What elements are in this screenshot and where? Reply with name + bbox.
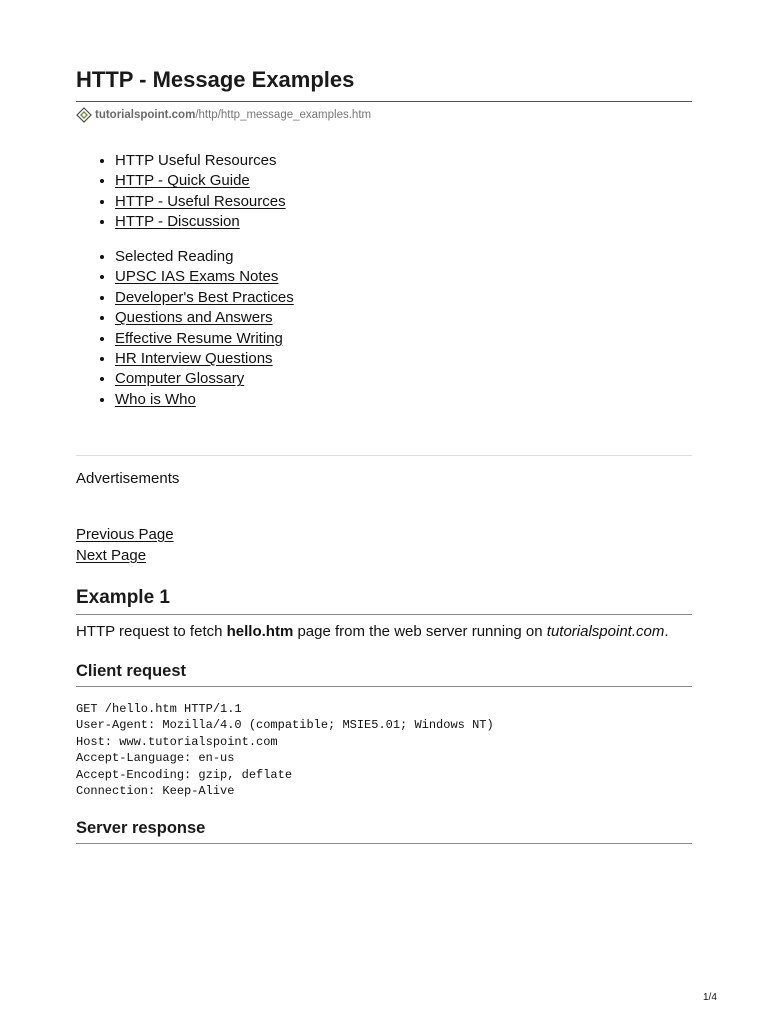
client-request-heading: Client request: [76, 662, 187, 680]
source-path: /http/http_message_examples.htm: [195, 109, 372, 121]
code-line: Connection: Keep-Alive: [76, 784, 235, 799]
list-item: [115, 369, 294, 389]
advertisement-divider: [76, 455, 692, 456]
http-quick-guide-link[interactable]: HTTP - Quick Guide: [115, 172, 250, 190]
client-request-code: [76, 701, 494, 799]
list-item: [115, 247, 294, 267]
intro-domain: tutorialspoint.com: [546, 623, 665, 640]
resources-heading: HTTP Useful Resources: [115, 152, 277, 169]
tutorialspoint-logo-icon: [76, 107, 92, 123]
example-heading: Example 1: [76, 587, 170, 608]
intro-text-start: HTTP request to fetch: [76, 623, 227, 640]
list-item: [115, 349, 294, 369]
code-line: Host: www.tutorialspoint.com: [76, 734, 278, 749]
developers-best-practices-link[interactable]: Developer's Best Practices: [115, 288, 294, 306]
hr-interview-link[interactable]: HR Interview Questions: [115, 350, 273, 368]
resources-list: [76, 151, 286, 233]
upsc-ias-notes-link[interactable]: UPSC IAS Exams Notes: [115, 268, 279, 286]
source-url[interactable]: [76, 106, 371, 124]
advertisements-label: Advertisements: [76, 470, 180, 487]
page-title: HTTP - Message Examples: [76, 67, 355, 92]
list-item: [115, 171, 286, 191]
code-line: GET /hello.htm HTTP/1.1: [76, 702, 242, 716]
http-useful-resources-link[interactable]: HTTP - Useful Resources: [115, 192, 286, 210]
server-response-heading: Server response: [76, 819, 206, 837]
client-request-divider: [76, 686, 692, 687]
questions-answers-link[interactable]: Questions and Answers: [115, 309, 273, 327]
selected-reading-list: [76, 247, 294, 410]
code-line: Accept-Language: en-us: [76, 751, 235, 766]
page-number: 1/4: [703, 992, 717, 1003]
who-is-who-link[interactable]: Who is Who: [115, 390, 196, 408]
code-line: Accept-Encoding: gzip, deflate: [76, 767, 293, 782]
list-item: [115, 288, 294, 308]
source-domain: tutorialspoint.com: [95, 109, 196, 121]
previous-page-link[interactable]: Previous Page: [76, 526, 174, 543]
server-response-divider: [76, 843, 692, 844]
code-line: User-Agent: Mozilla/4.0 (compatible; MSIE5.01; Windows NT): [76, 718, 494, 733]
intro-text-end: .: [664, 623, 669, 640]
list-item: [115, 308, 294, 328]
list-item: [115, 267, 294, 287]
computer-glossary-link[interactable]: Computer Glossary: [115, 370, 245, 388]
list-item: [115, 390, 294, 410]
resume-writing-link[interactable]: Effective Resume Writing: [115, 329, 283, 347]
list-item: [115, 212, 286, 232]
intro-filename: hello.htm: [226, 623, 294, 640]
intro-text-middle: page from the web server running on: [293, 623, 547, 640]
next-page-link[interactable]: Next Page: [76, 547, 147, 564]
http-discussion-link[interactable]: HTTP - Discussion: [115, 213, 240, 231]
selected-reading-heading: Selected Reading: [115, 248, 234, 265]
list-item: [115, 192, 286, 212]
list-item: [115, 151, 286, 171]
list-item: [115, 329, 294, 349]
title-divider: [76, 101, 692, 102]
example-intro: [76, 622, 669, 642]
example-divider: [76, 614, 692, 615]
